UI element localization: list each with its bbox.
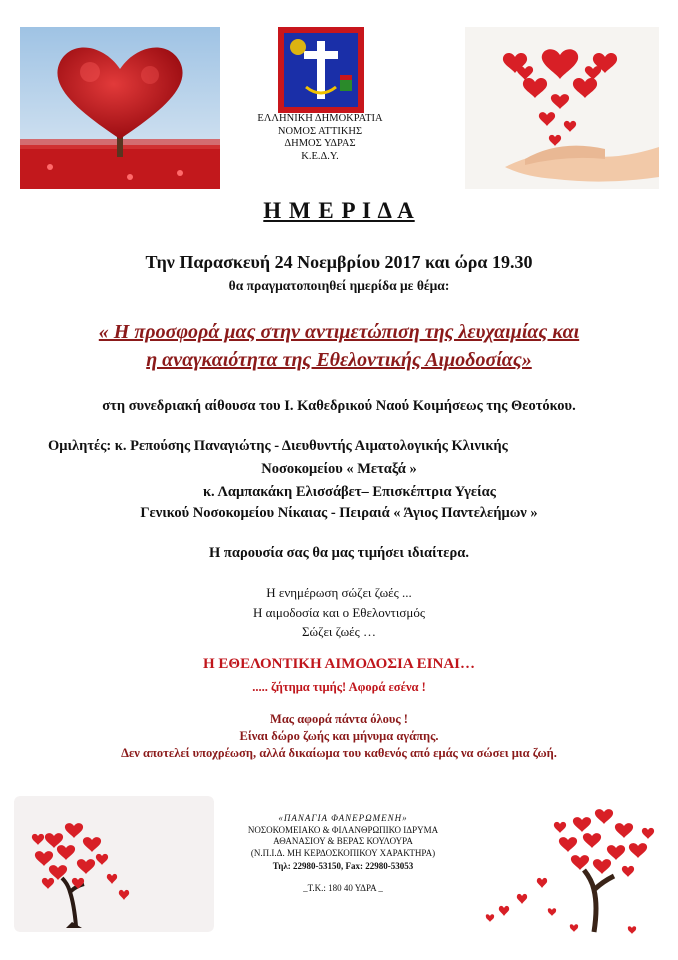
slogan-line: Η ενημέρωση σώζει ζωές ... — [266, 585, 412, 600]
org-line: ΑΘΑΝΑΣΙΟΥ & ΒΕΡΑΣ ΚΟΥΛΟΥΡΑ — [273, 836, 413, 846]
org-name: «ΠΑΝΑΓΙΑ ΦΑΝΕΡΩΜΕΝΗ» — [278, 813, 408, 823]
heart-tree-photo — [20, 27, 220, 189]
event-topic — [0, 318, 678, 374]
volunteer-subline: ..... ζήτημα τιμής! Αφορά εσένα ! — [252, 680, 426, 694]
authority-line: ΝΟΜΟΣ ΑΤΤΙΚΗΣ — [277, 125, 363, 137]
volunteer-heading: Η ΕΘΕΛΟΝΤΙΚΗ ΑΙΜΟΔΟΣΙΑ ΕΙΝΑΙ… — [202, 656, 475, 672]
emblem-logo — [278, 27, 364, 113]
speakers-line-3: κ. Λαμπακάκη Ελισσάβετ– Επισκέπτρια Υγείας — [203, 484, 496, 500]
topic-line: « Η προσφορά μας στην αντιμετώπιση της λευχαιμίας και — [98, 321, 580, 343]
topic-line: η αναγκαιότητα της Εθελοντικής Αιμοδοσίας» — [146, 349, 532, 371]
intro-line: θα πραγματοποιηθεί ημερίδα με θέμα: — [228, 278, 450, 293]
hands-hearts-photo — [465, 27, 659, 189]
authority-block — [230, 113, 410, 163]
slogan-line: Σώζει ζωές … — [301, 624, 377, 639]
org-contact: Τηλ: 22980-53150, Fax: 22980-53053 — [272, 861, 414, 871]
date-line: Την Παρασκευή 24 Νοεμβρίου 2017 και ώρα 19.30 — [145, 252, 533, 272]
closing-line: Είναι δώρο ζωής και μήνυμα αγάπης. — [239, 729, 439, 743]
authority-line: ΔΗΜΟΣ ΥΔΡΑΣ — [284, 138, 356, 149]
heart-tree-illustration-left — [14, 796, 214, 932]
heart-tree-illustration-right — [482, 790, 672, 940]
org-postal: _Τ.Κ.: 180 40 ΥΔΡΑ _ — [303, 882, 383, 893]
slogans-block — [0, 583, 678, 642]
closing-block — [0, 711, 678, 762]
org-line: (Ν.Π.Ι.Δ. ΜΗ ΚΕΡΔΟΣΚΟΠΙΚΟΥ ΧΑΡΑΚΤΗΡΑ) — [250, 847, 436, 858]
authority-line: ΕΛΛΗΝΙΚΗ ΔΗΜΟΚΡΑΤΙΑ — [257, 113, 383, 124]
closing-line: Δεν αποτελεί υποχρέωση, αλλά δικαίωμα του καθενός από εμάς να σώσει μια ζωή. — [121, 746, 557, 760]
slogan-line: Η αιμοδοσία και ο Εθελοντισμός — [252, 604, 425, 620]
speakers-line-1: Ομιλητές: κ. Ρεπούσης Παναγιώτης - Διευθυντής Αιματολογικής Κλινικής — [48, 438, 508, 454]
org-line: ΝΟΣΟΚΟΜΕΙΑΚΟ & ΦΙΛΑΝΘΡΩΠΙΚΟ ΙΔΡΥΜΑ — [247, 824, 439, 835]
authority-line: Κ.Ε.Δ.Υ. — [301, 150, 339, 162]
venue-line: στη συνεδριακή αίθουσα του Ι. Καθεδρικού Ναού Κοιμήσεως της Θεοτόκου. — [102, 398, 576, 414]
page-title: Η Μ Ε Ρ Ι Δ Α — [263, 198, 415, 223]
closing-line: Μας αφορά πάντα όλους ! — [270, 712, 408, 726]
speakers-line-4: Γενικού Νοσοκομείου Νίκαιας - Πειραιά « Άγιος Παντελεήμων » — [140, 505, 538, 521]
footer-org-block — [228, 813, 458, 894]
presence-line: Η παρουσία σας θα μας τιμήσει ιδιαίτερα. — [209, 545, 469, 561]
speakers-line-2: Νοσοκομείου « Μεταξά » — [261, 461, 417, 477]
